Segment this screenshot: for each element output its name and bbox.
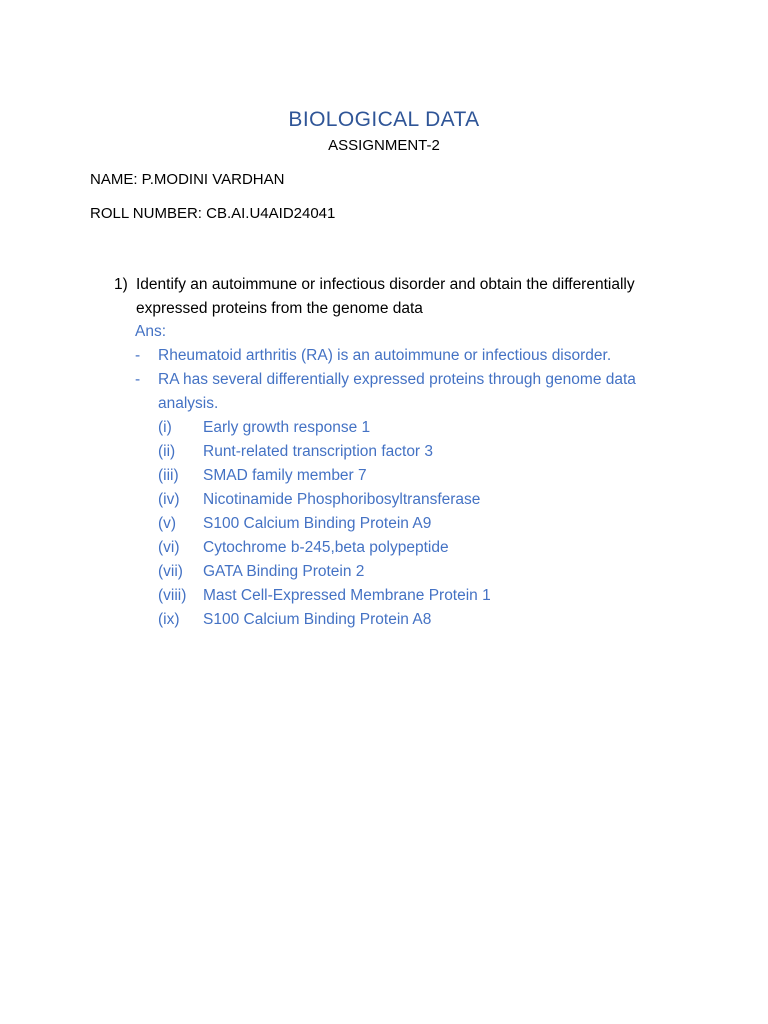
protein-name: Runt-related transcription factor 3 [203,443,434,460]
protein-item [158,608,695,632]
protein-number: (i) [158,419,172,436]
document-title: BIOLOGICAL DATA [288,108,480,131]
protein-number: (ii) [158,443,176,460]
question-1 [114,273,684,321]
protein-number: (ix) [158,611,180,628]
protein-item [158,464,695,488]
protein-number: (iv) [158,491,180,508]
document-subtitle: ASSIGNMENT-2 [328,137,440,154]
answer-label: Ans: [135,323,167,340]
protein-number: (vii) [158,563,183,580]
protein-list [158,416,695,632]
answer-bullet [135,368,695,416]
protein-name: SMAD family member 7 [203,467,367,484]
protein-name: Nicotinamide Phosphoribosyltransferase [203,491,481,508]
protein-number: (vi) [158,539,180,556]
question-text: Identify an autoimmune or infectious disorder and obtain the differentially expressed proteins from the genome data [136,276,635,317]
question-number: 1) [114,276,128,293]
protein-item [158,416,695,440]
protein-number: (iii) [158,467,179,484]
protein-item [158,584,695,608]
protein-item [158,560,695,584]
answer-block [135,320,695,632]
protein-item [158,536,695,560]
answer-bullet [135,344,695,368]
bullet-text: RA has several differentially expressed proteins through genome data analysis. [158,371,636,412]
roll-number: ROLL NUMBER: CB.AI.U4AID24041 [90,205,336,222]
protein-number: (v) [158,515,177,532]
bullet-text: Rheumatoid arthritis (RA) is an autoimmune or infectious disorder. [158,347,612,364]
bullet-dash: - [135,347,141,364]
protein-item [158,488,695,512]
bullet-dash: - [135,371,141,388]
protein-name: GATA Binding Protein 2 [203,563,365,580]
protein-item [158,440,695,464]
protein-name: S100 Calcium Binding Protein A9 [203,515,432,532]
protein-item [158,512,695,536]
protein-name: Cytochrome b-245,beta polypeptide [203,539,449,556]
protein-name: Mast Cell-Expressed Membrane Protein 1 [203,587,491,604]
protein-number: (viii) [158,587,187,604]
protein-name: S100 Calcium Binding Protein A8 [203,611,432,628]
student-name: NAME: P.MODINI VARDHAN [90,171,285,188]
protein-name: Early growth response 1 [203,419,371,436]
